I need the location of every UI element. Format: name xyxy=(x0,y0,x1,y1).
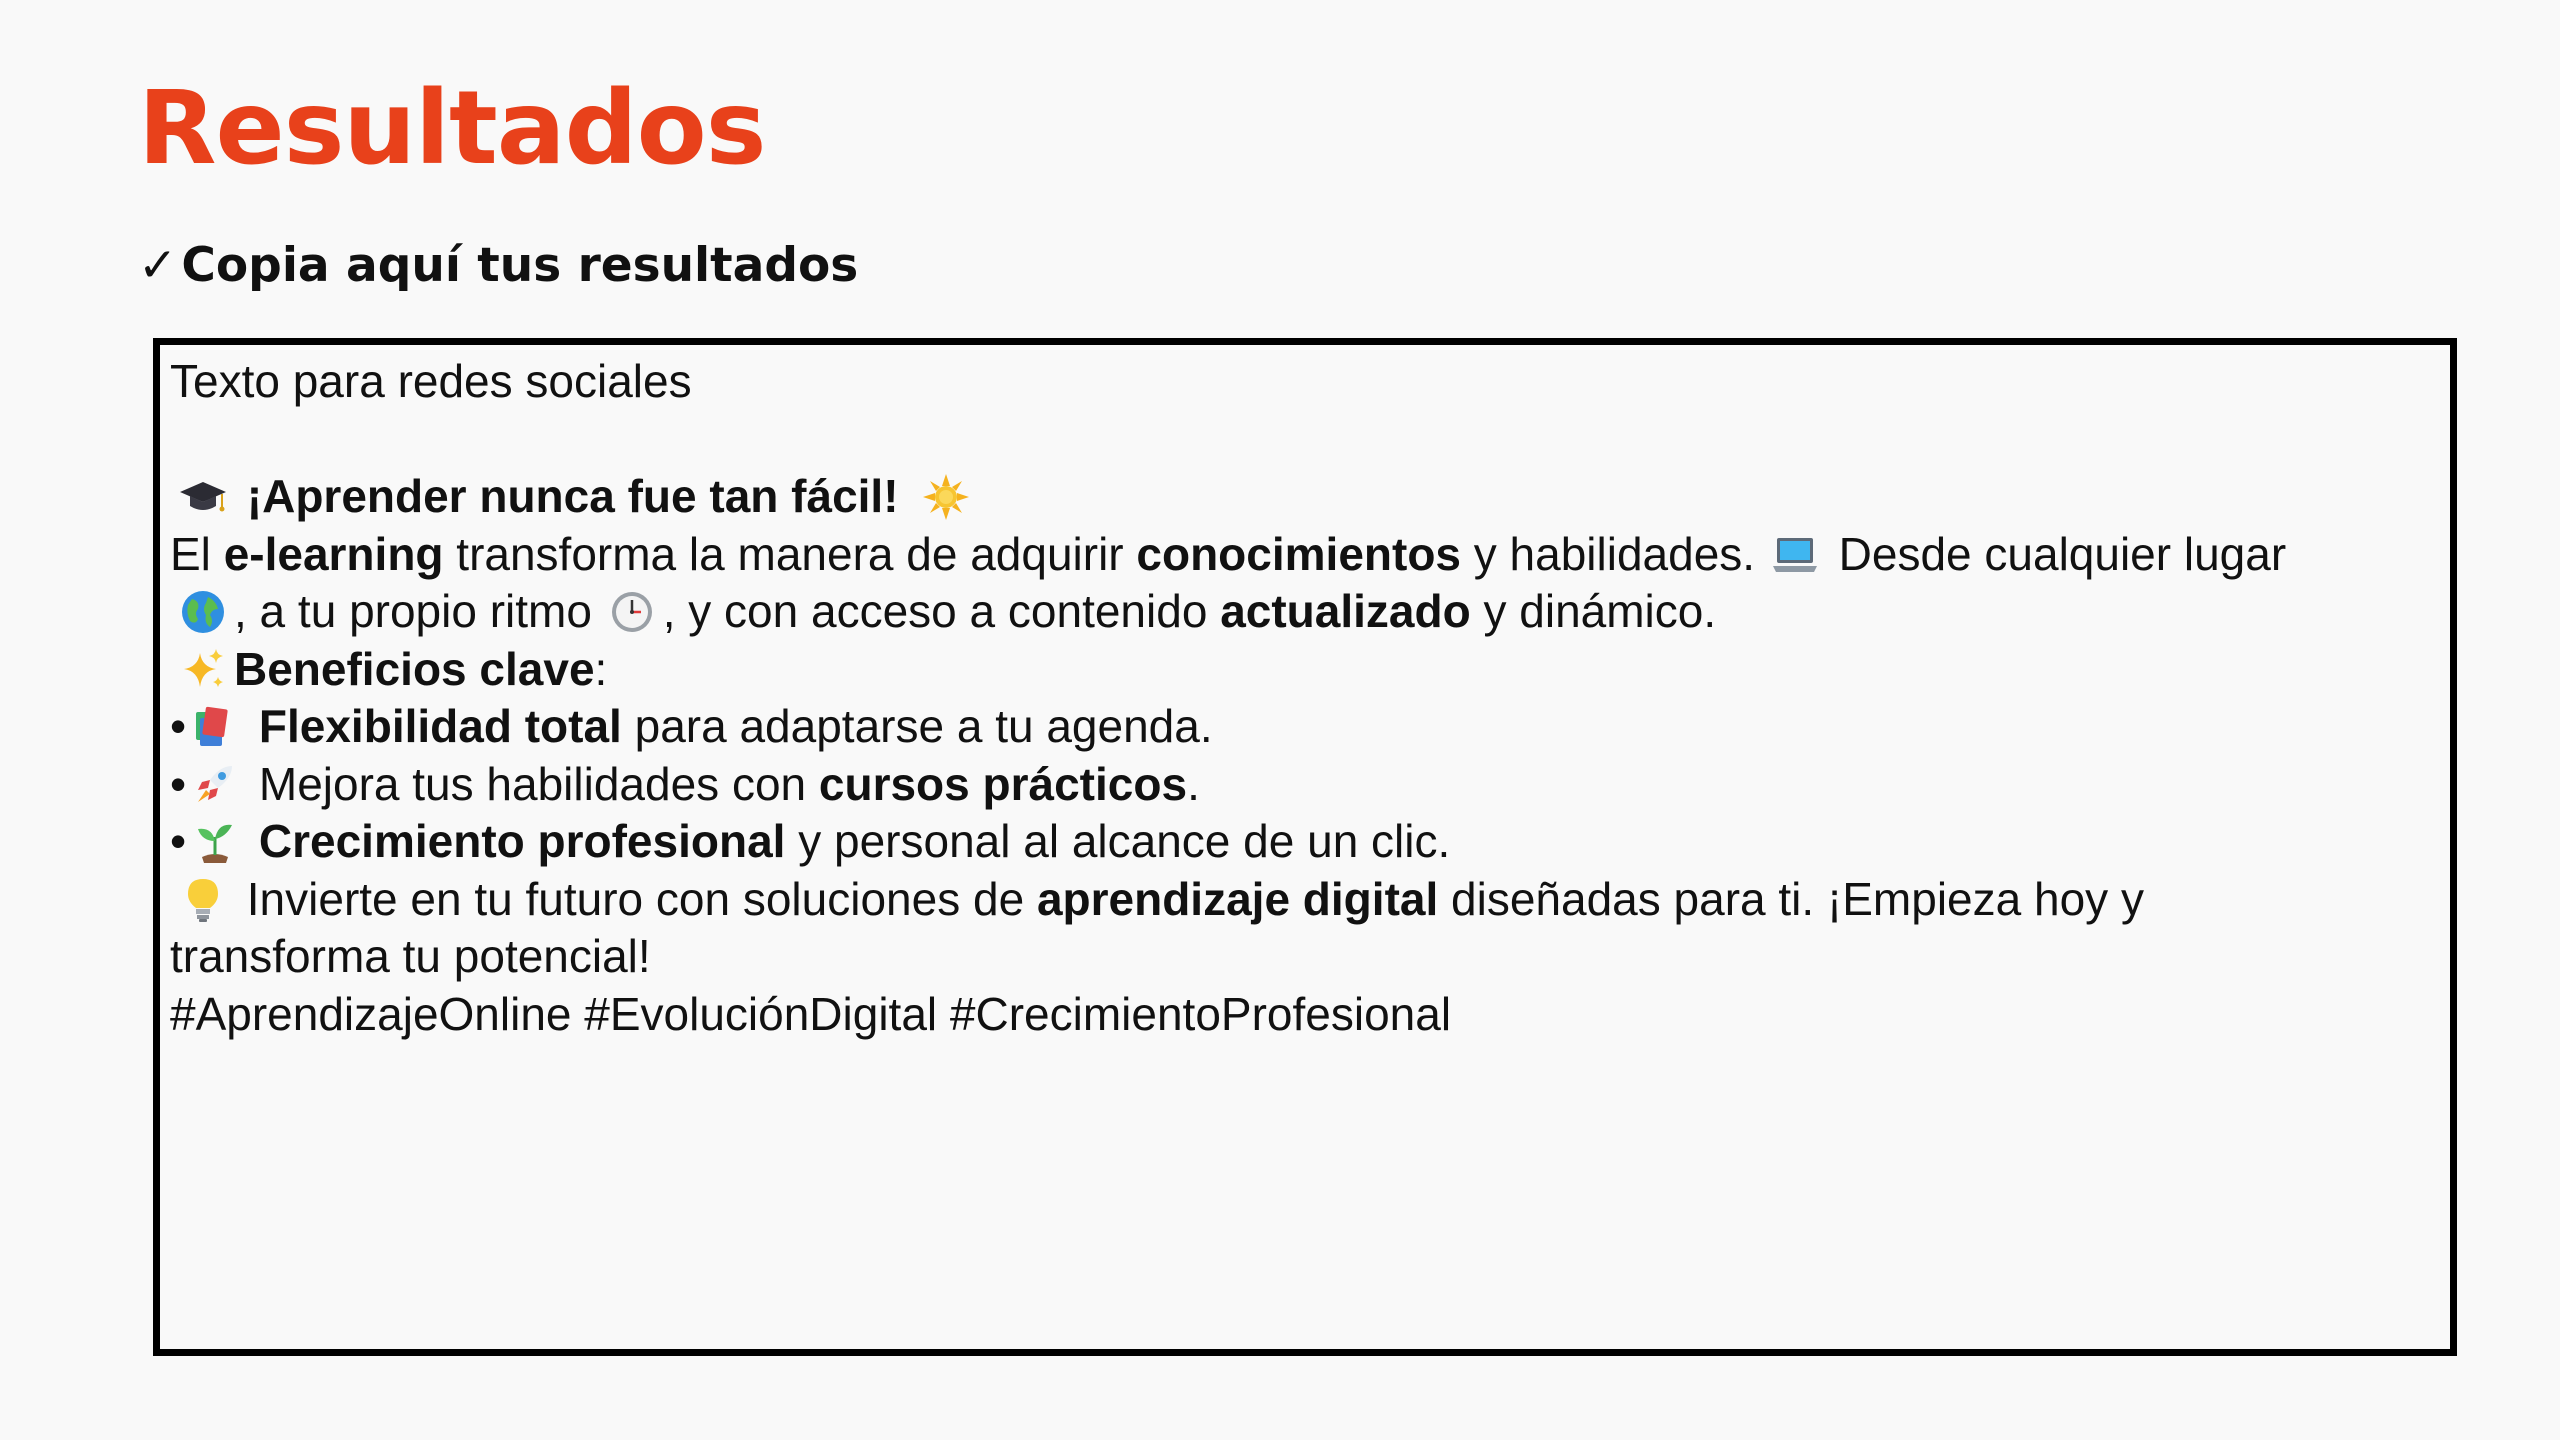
graduation-cap-icon xyxy=(176,472,230,522)
paragraph-line-2 xyxy=(170,583,2440,641)
benefits-colon: : xyxy=(594,642,608,695)
benefit-2-text-a: Mejora tus habilidades con xyxy=(258,757,819,810)
p1-text-e: y habilidades. xyxy=(1461,527,1768,580)
p2-text-a: , a tu propio ritmo xyxy=(234,585,605,637)
check-icon: ✓ xyxy=(138,238,178,293)
hashtags: #AprendizajeOnline #EvoluciónDigital #CrecimientoProfesional xyxy=(170,987,1452,1040)
p2-text-d: y dinámico. xyxy=(1470,585,1717,637)
p1-text-f: Desde cualquier lugar xyxy=(1825,527,2287,580)
section-subtitle xyxy=(138,236,858,296)
sun-icon xyxy=(919,472,973,522)
rocket-icon xyxy=(188,760,242,810)
headline-line xyxy=(170,468,2440,526)
closing-line-2: transforma tu potencial! xyxy=(170,930,651,982)
bullet: • xyxy=(170,700,187,752)
p1-text-a: El xyxy=(170,527,224,580)
benefit-2-bold: cursos prácticos xyxy=(818,757,1188,810)
bullet: • xyxy=(170,757,187,810)
p1-bold-elearning: e-learning xyxy=(223,527,444,580)
results-text-content xyxy=(170,353,2440,1043)
globe-icon xyxy=(176,587,230,637)
p2-text-b: , y con acceso a contenido xyxy=(662,585,1221,637)
laptop-icon xyxy=(1768,530,1822,580)
closing-bold: aprendizaje digital xyxy=(1036,872,1439,925)
benefit-item-2 xyxy=(170,756,2440,814)
box-header: Texto para redes sociales xyxy=(170,355,692,407)
closing-text-a: Invierte en tu futuro con soluciones de xyxy=(234,872,1037,925)
benefit-2-end: . xyxy=(1187,757,1200,810)
seedling-icon xyxy=(188,817,242,867)
page-title: Resultados xyxy=(138,69,766,188)
headline-text: ¡Aprender nunca fue tan fácil! xyxy=(246,470,899,522)
p2-bold-updated: actualizado xyxy=(1220,585,1471,637)
benefit-item-1 xyxy=(170,698,2440,756)
benefits-heading-line xyxy=(170,641,2440,699)
benefit-item-3 xyxy=(170,813,2440,871)
p1-bold-knowledge: conocimientos xyxy=(1136,527,1461,580)
paragraph-line-1 xyxy=(170,526,2440,584)
light-bulb-icon xyxy=(176,875,230,925)
books-icon xyxy=(188,702,242,752)
p1-text-c: transforma la manera de adquirir xyxy=(443,527,1137,580)
benefits-title: Beneficios clave xyxy=(234,642,595,695)
sparkles-icon xyxy=(176,645,230,695)
benefit-3-bold: Crecimiento profesional xyxy=(258,815,786,867)
results-text-box[interactable] xyxy=(153,338,2457,1356)
benefit-1-text: para adaptarse a tu agenda. xyxy=(621,700,1213,752)
clock-icon xyxy=(605,587,659,637)
blank-line xyxy=(170,411,2440,469)
bullet: • xyxy=(170,815,187,867)
closing-text-b: diseñadas para ti. ¡Empieza hoy y xyxy=(1438,872,2144,925)
benefit-3-text: y personal al alcance de un clic. xyxy=(785,815,1451,867)
closing-line-1 xyxy=(170,871,2440,929)
subtitle-text: Copia aquí tus resultados xyxy=(181,238,859,293)
benefit-1-bold: Flexibilidad total xyxy=(258,700,622,752)
